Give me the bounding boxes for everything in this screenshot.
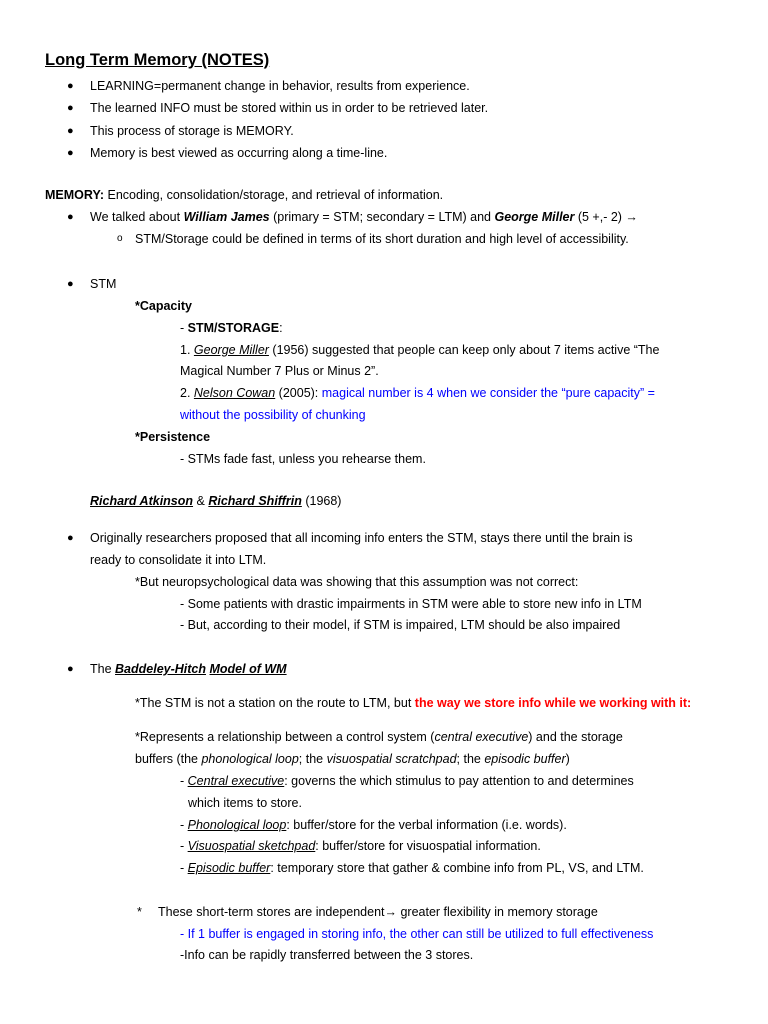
text-segment: (primary = STM; secondary = LTM) and	[269, 210, 495, 224]
memory-definition	[45, 187, 443, 203]
bullet-icon: ●	[67, 532, 74, 544]
text-segment: (1968)	[301, 494, 342, 508]
cowan-name: Nelson Cowan	[193, 386, 276, 400]
text-segment: -	[180, 774, 188, 788]
text-segment: : buffer/store for visuospatial information.	[315, 839, 541, 853]
text-segment: -	[180, 839, 188, 853]
phonological-loop-item	[180, 817, 567, 833]
text-segment: ) and the storage	[528, 730, 623, 744]
atkinson-name: Richard Atkinson	[90, 494, 194, 508]
central-executive-cont: which items to store.	[188, 796, 302, 810]
star-marker: *	[137, 905, 142, 919]
central-executive-term: central executive	[434, 730, 529, 744]
intro-bullet-4: Memory is best viewed as occurring along a time-line.	[90, 146, 388, 160]
impairment-point-2: - But, according to their model, if STM is impaired, LTM should be also impaired	[180, 618, 621, 632]
persistence-heading: *Persistence	[135, 430, 211, 444]
baddeley-heading	[90, 661, 287, 677]
bullet-icon: ●	[67, 80, 74, 92]
text-segment: (5 +,- 2) →	[574, 210, 638, 224]
text-segment: &	[193, 494, 209, 508]
text-segment: -	[180, 321, 188, 335]
text-segment: 2.	[180, 386, 194, 400]
neuropsych-line: *But neuropsychological data was showing that this assumption was not correct:	[135, 575, 579, 589]
text-segment: ; the	[456, 752, 485, 766]
text-segment: :	[279, 321, 283, 335]
bullet-icon: ●	[67, 278, 74, 290]
intro-bullet-1: LEARNING=permanent change in behavior, results from experience.	[90, 79, 470, 93]
text-segment: )	[565, 752, 570, 766]
atkinson-bullet-line2: ready to consolidate it into LTM.	[90, 553, 267, 567]
memory-sub-point: STM/Storage could be defined in terms of its short duration and high level of accessibility.	[135, 232, 629, 246]
text-segment: : governs the which stimulus to pay attention to and determines	[284, 774, 634, 788]
text-segment: -	[180, 818, 188, 832]
atkinson-shiffrin-heading	[90, 493, 341, 509]
transfer-line: -Info can be rapidly transferred between the 3 stores.	[180, 948, 474, 962]
text-segment: We talked about	[90, 210, 184, 224]
stm-label: STM	[90, 277, 117, 291]
william-james: William James	[183, 210, 270, 224]
stores-independent-line: These short-term stores are independent→ greater flexibility in memory storage	[158, 905, 598, 919]
episodic-buffer-term: episodic buffer	[484, 752, 566, 766]
memory-label: MEMORY:	[45, 188, 105, 202]
text-segment: buffers (the	[135, 752, 202, 766]
baddeley-hitch-name: Baddeley-Hitch	[115, 662, 207, 676]
episodic-buffer-name: Episodic buffer	[187, 861, 271, 875]
text-segment: : buffer/store for the verbal information (i.e. words).	[286, 818, 567, 832]
open-bullet-icon: o	[117, 233, 123, 244]
bullet-icon: ●	[67, 663, 74, 675]
page-title: Long Term Memory (NOTES)	[45, 51, 270, 69]
miller-item-cont: Magical Number 7 Plus or Minus 2”.	[180, 364, 379, 378]
cowan-highlight: magical number is 4 when we consider the “pure capacity” =	[321, 386, 655, 400]
text-segment: *The STM is not a station on the route to LTM, but	[135, 696, 415, 710]
bullet-icon: ●	[67, 102, 74, 114]
stm-red-highlight: the way we store info while we working with it:	[414, 696, 692, 710]
buffers-line	[135, 751, 570, 767]
text-segment: (1956) suggested that people can keep only about 7 items active “The	[268, 343, 660, 357]
visuospatial-sketchpad-item	[180, 838, 541, 854]
represents-line	[135, 729, 623, 745]
text-segment: *Represents a relationship between a control system (	[135, 730, 435, 744]
text-segment: -	[180, 861, 188, 875]
visuospatial-scratchpad-term: visuospatial scratchpad	[326, 752, 457, 766]
miller-item	[180, 342, 659, 358]
atkinson-bullet-line1: Originally researchers proposed that all incoming info enters the STM, stays there until the brain is	[90, 531, 633, 545]
stm-storage-label: STM/STORAGE	[187, 321, 280, 335]
memory-text: Encoding, consolidation/storage, and retrieval of information.	[104, 188, 444, 202]
text-segment: 1.	[180, 343, 194, 357]
capacity-heading: *Capacity	[135, 299, 192, 313]
model-of-wm: Model of WM	[209, 662, 287, 676]
central-executive-name: Central executive	[187, 774, 285, 788]
text-segment: ; the	[298, 752, 327, 766]
phonological-loop-term: phonological loop	[201, 752, 299, 766]
bullet-icon: ●	[67, 211, 74, 223]
cowan-item	[180, 385, 655, 401]
impairment-point-1: - Some patients with drastic impairments in STM were able to store new info in LTM	[180, 597, 642, 611]
episodic-buffer-item	[180, 860, 644, 876]
text-segment: (2005):	[275, 386, 322, 400]
bullet-icon: ●	[67, 125, 74, 137]
intro-bullet-3: This process of storage is MEMORY.	[90, 124, 294, 138]
shiffrin-name: Richard Shiffrin	[208, 494, 302, 508]
central-executive-item	[180, 773, 634, 789]
stm-storage-line	[180, 320, 283, 336]
text-segment: The	[90, 662, 116, 676]
phonological-loop-name: Phonological loop	[187, 818, 287, 832]
miller-name: George Miller	[193, 343, 269, 357]
visuospatial-sketchpad-name: Visuospatial sketchpad	[187, 839, 316, 853]
cowan-highlight-cont: without the possibility of chunking	[180, 408, 366, 422]
stm-not-station-line	[135, 695, 691, 711]
george-miller: George Miller	[494, 210, 575, 224]
intro-bullet-2: The learned INFO must be stored within us in order to be retrieved later.	[90, 101, 489, 115]
persistence-text: - STMs fade fast, unless you rehearse them.	[180, 452, 426, 466]
bullet-icon: ●	[67, 147, 74, 159]
buffer-engaged-line: - If 1 buffer is engaged in storing info, the other can still be utilized to full effectiveness	[180, 927, 654, 941]
text-segment: : temporary store that gather & combine info from PL, VS, and LTM.	[270, 861, 644, 875]
memory-talked-line	[90, 209, 638, 225]
